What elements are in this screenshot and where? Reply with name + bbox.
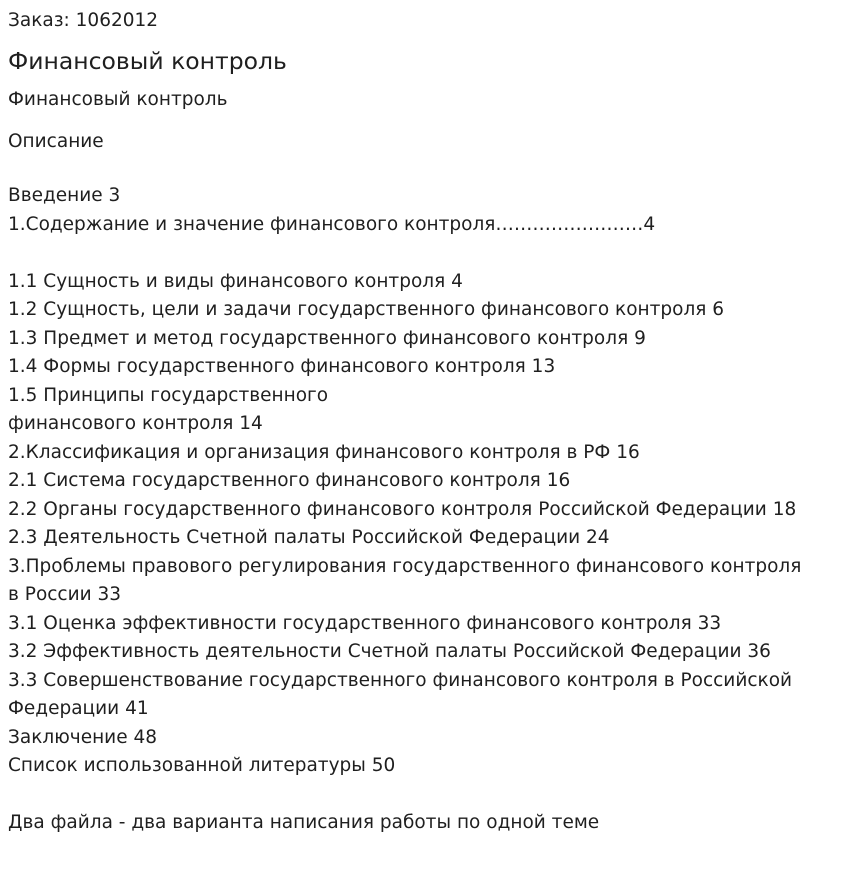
- toc-line: 1.1 Сущность и виды финансового контроля 4: [8, 270, 463, 292]
- toc-line: 1.Содержание и значение финансового контроля……………………4: [8, 213, 656, 235]
- toc-spacer: [8, 239, 839, 268]
- toc-line: 2.3 Деятельность Счетной палаты Российской Федерации 24: [8, 527, 610, 548]
- toc-line: Введение 3: [8, 185, 121, 206]
- toc-line: 3.3 Совершенствование государственного финансового контроля в Российской: [8, 669, 793, 691]
- table-of-contents: [8, 182, 839, 781]
- toc-line: в России 33: [8, 584, 122, 605]
- page-title: Финансовый контроль: [8, 47, 287, 75]
- order-number: Заказ: 1062012: [8, 10, 159, 31]
- toc-line: Список использованной литературы 50: [8, 755, 396, 776]
- files-note: Два файла - два варианта написания работы по одной теме: [8, 812, 600, 833]
- toc-line: Заключение 48: [8, 726, 158, 748]
- toc-line: 3.1 Оценка эффективности государственного финансового контроля 33: [8, 612, 722, 634]
- toc-line: 3.2 Эффективность деятельности Счетной палаты Российской Федерации 36: [8, 641, 771, 662]
- toc-line: 1.4 Формы государственного финансового контроля 13: [8, 356, 556, 377]
- toc-line: 2.1 Система государственного финансового контроля 16: [8, 470, 571, 491]
- toc-line: 3.Проблемы правового регулирования государственного финансового контроля: [8, 555, 802, 577]
- toc-line: 2.Классификация и организация финансового контроля в РФ 16: [8, 441, 640, 463]
- page-subtitle: Финансовый контроль: [8, 89, 228, 110]
- toc-line: финансового контроля 14: [8, 413, 263, 434]
- toc-line: 1.2 Сущность, цели и задачи государственного финансового контроля 6: [8, 299, 725, 320]
- toc-line: Федерации 41: [8, 698, 149, 719]
- toc-line: 2.2 Органы государственного финансового контроля Российской Федерации 18: [8, 498, 797, 520]
- toc-line: 1.3 Предмет и метод государственного финансового контроля 9: [8, 327, 646, 349]
- description-heading: Описание: [8, 131, 104, 152]
- toc-line: 1.5 Принципы государственного: [8, 384, 329, 406]
